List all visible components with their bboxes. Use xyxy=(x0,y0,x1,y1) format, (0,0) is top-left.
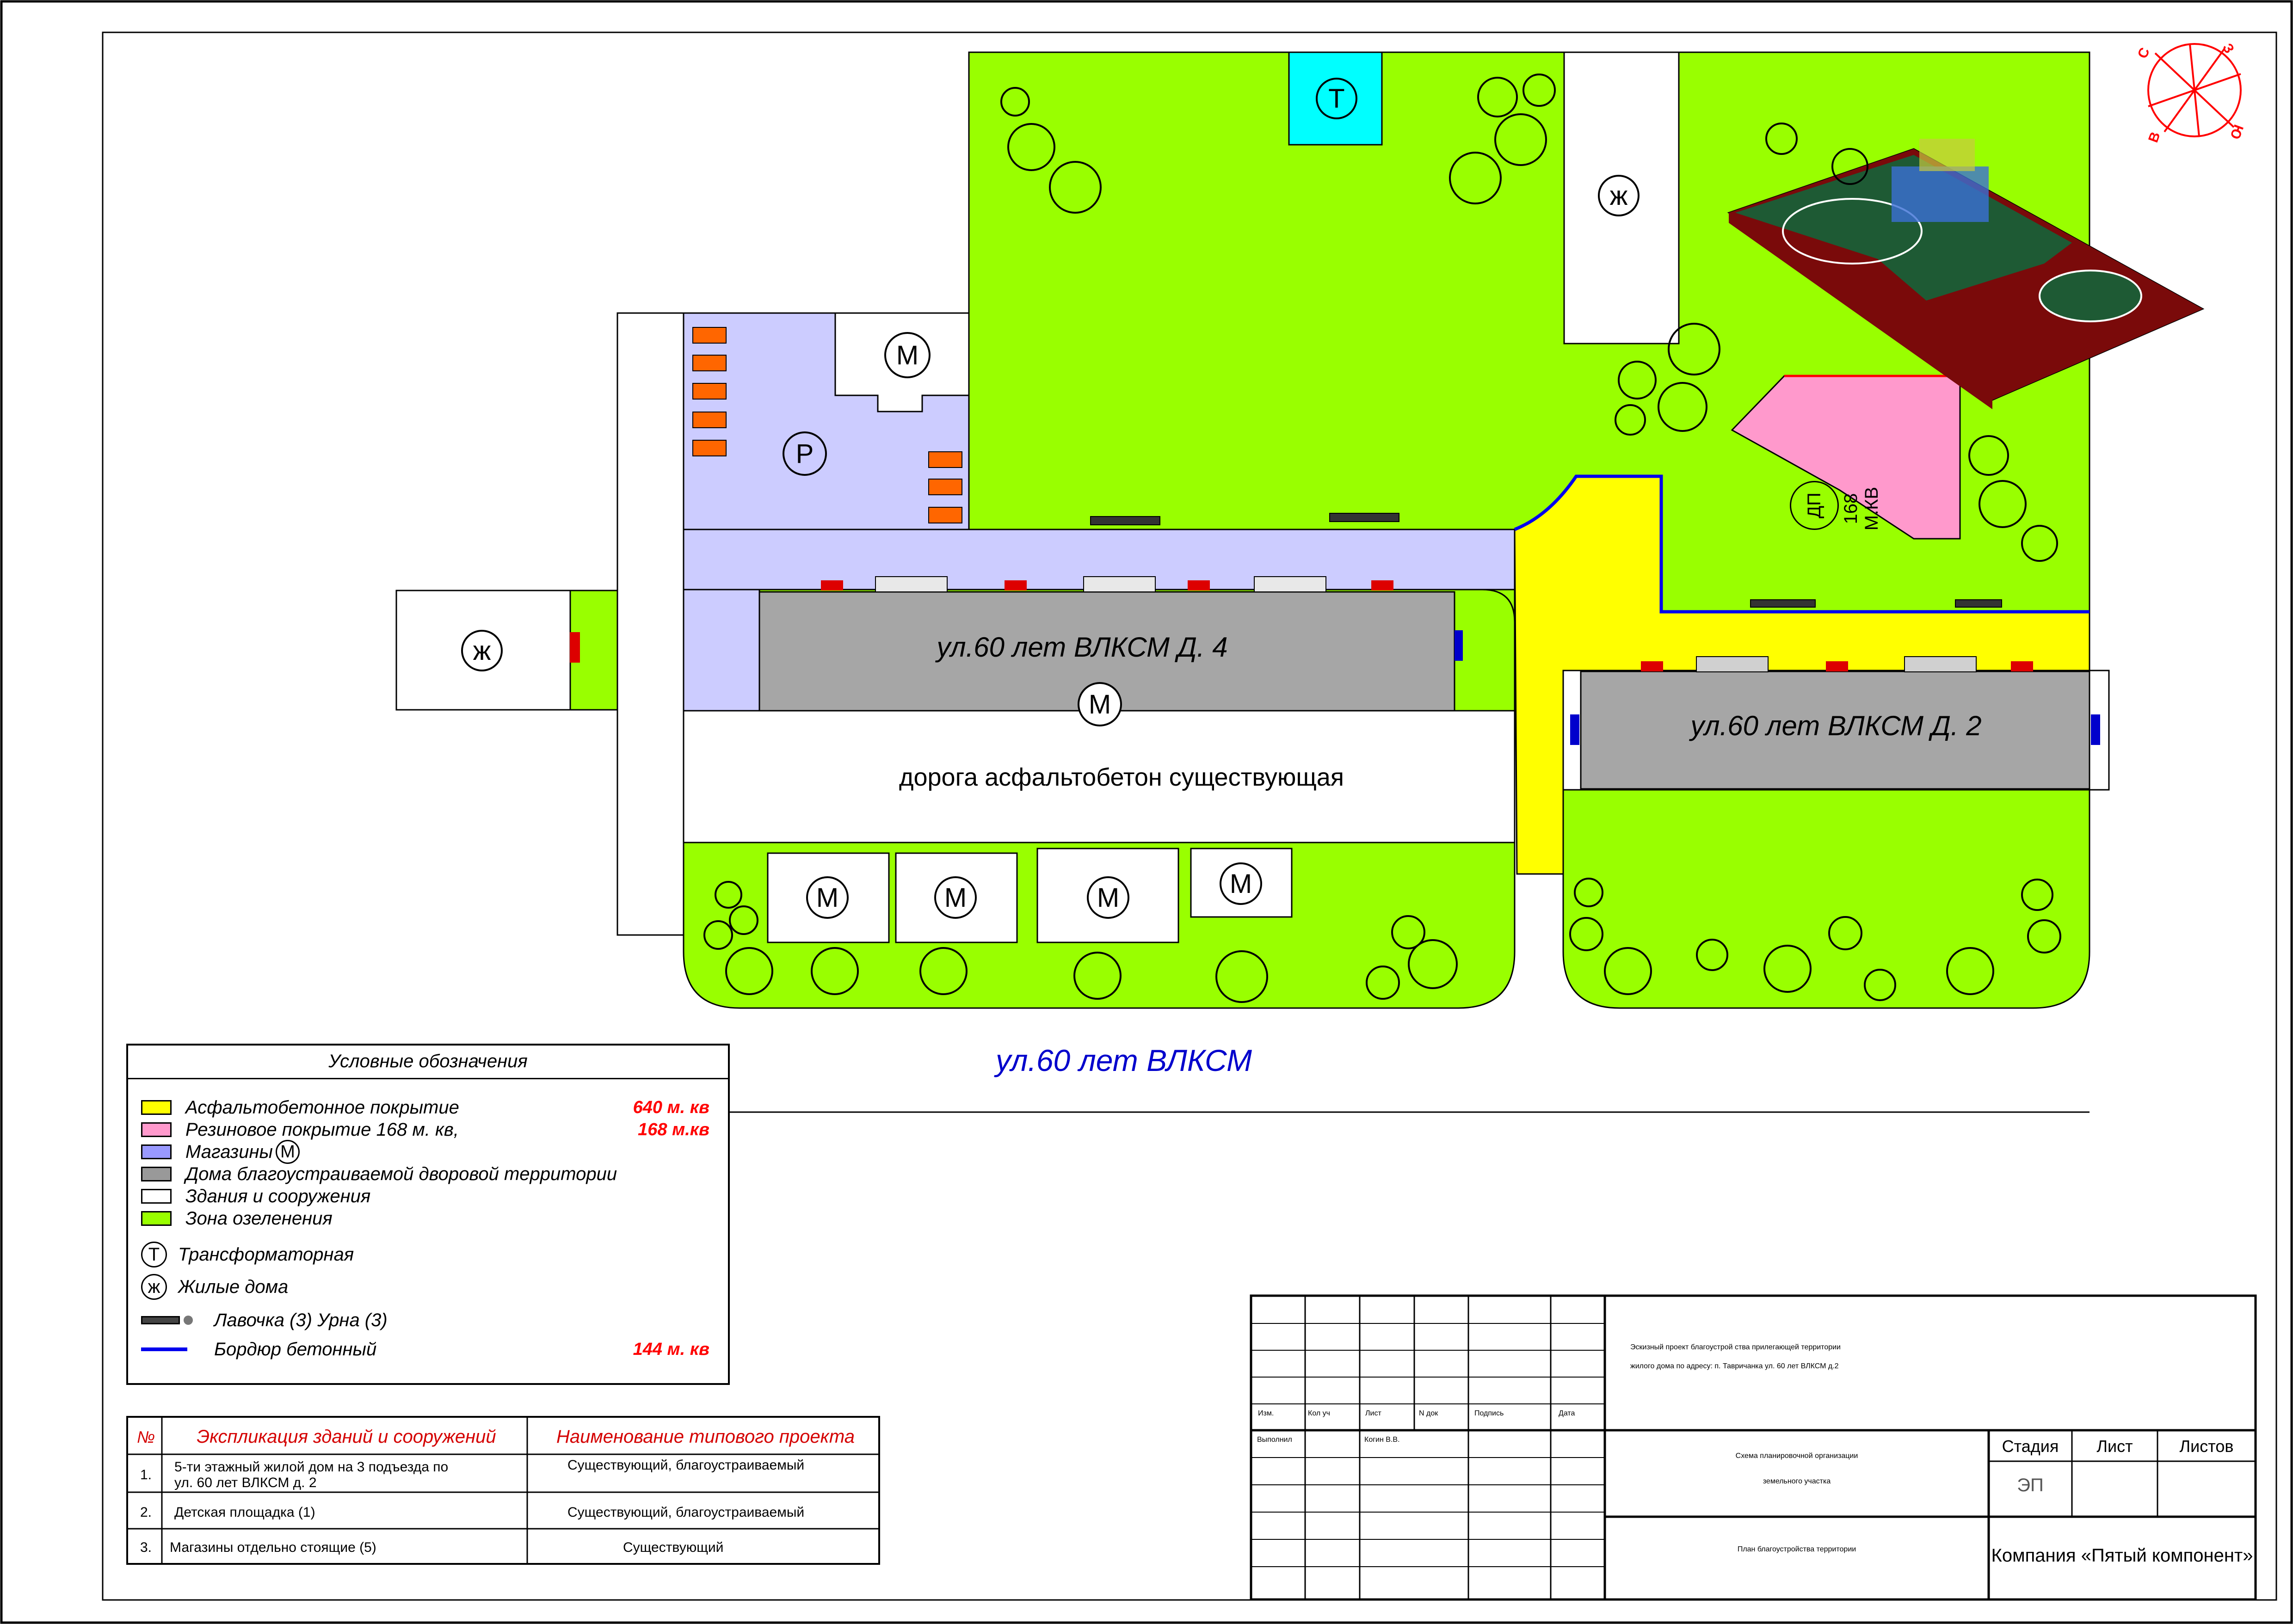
legend-item-label: Дома благоустраиваемой дворовой территории xyxy=(185,1163,617,1184)
tb-sheets-label: Листов xyxy=(2179,1437,2234,1456)
explication-row-num: 1. xyxy=(140,1467,152,1483)
parking-marker: Р xyxy=(783,431,827,476)
house2-entrance-east xyxy=(2091,714,2100,745)
road-label: дорога асфальтобетон существующая xyxy=(899,763,1344,791)
tb-project-title-1: Эскизный проект благоустрой ства прилегающей территории xyxy=(1630,1343,1841,1351)
urn-symbol xyxy=(184,1316,193,1325)
shop-marker-south-3: М xyxy=(1087,876,1129,919)
porch xyxy=(1696,657,1768,672)
legend-item-label: Резиновое покрытие 168 м. кв, xyxy=(185,1119,459,1140)
entrance-marker xyxy=(1826,661,1848,671)
playground-area-label xyxy=(1794,462,1915,536)
legend-transformer-label: Трансформаторная xyxy=(178,1244,354,1265)
legend-item-label: Магазины xyxy=(185,1141,273,1162)
explication-row-num: 2. xyxy=(140,1504,152,1520)
driveway-west xyxy=(617,313,684,935)
entrance-marker xyxy=(1371,580,1393,591)
entrance-marker xyxy=(1188,580,1210,591)
explication-row-line: ул. 60 лет ВЛКСМ д. 2 xyxy=(174,1475,317,1490)
legend-item-shops xyxy=(141,1142,300,1162)
bench-symbol xyxy=(141,1316,180,1324)
playground-area: 168 М.КВ xyxy=(1841,486,1882,531)
transformer-marker: Т xyxy=(1316,78,1357,119)
tb-plan-title: План благоустройства территории xyxy=(1737,1545,1856,1553)
tb-author: Когин В.В. xyxy=(1364,1436,1400,1444)
legend-item-label: Зона озеленения xyxy=(185,1208,333,1229)
street-label: ул.60 лет ВЛКСМ xyxy=(996,1043,1252,1077)
explication-row-name: Детская площадка (1) xyxy=(174,1504,315,1520)
tb-stage-value: ЭП xyxy=(2017,1475,2044,1495)
compass-north: С xyxy=(2134,45,2153,61)
legend-residential-label: Жилые дома xyxy=(178,1276,289,1297)
shop-marker-south-1: М xyxy=(806,876,849,919)
tb-col-sheet: Лист xyxy=(1365,1409,1381,1417)
tb-performed-label: Выполнил xyxy=(1257,1436,1292,1444)
tb-sheet-label: Лист xyxy=(2096,1437,2133,1456)
legend-item-houses xyxy=(141,1164,617,1184)
legend-divider xyxy=(128,1078,728,1079)
tb-project-title-2: жилого дома по адресу: п. Тавричанка ул. 60 лет ВЛКСМ д.2 xyxy=(1630,1362,1839,1370)
porch xyxy=(875,577,947,592)
shop-marker-south-4: М xyxy=(1220,862,1262,905)
porch xyxy=(1254,577,1326,592)
legend-curb-area: 144 м. кв xyxy=(633,1339,709,1359)
explication-row-name xyxy=(174,1456,526,1494)
shop-marker-north: М xyxy=(884,332,931,378)
tb-col-change: Изм. xyxy=(1258,1409,1274,1417)
tb-stage-label: Стадия xyxy=(2002,1437,2059,1456)
swatch-rubber xyxy=(141,1122,172,1137)
swatch-asphalt xyxy=(141,1100,172,1115)
legend-item-curb xyxy=(141,1339,717,1359)
house4-label: ул.60 лет ВЛКСМ Д. 4 xyxy=(937,632,1228,663)
tb-col-signature: Подпись xyxy=(1474,1409,1504,1417)
legend-item-residential xyxy=(141,1277,288,1297)
legend-item-area: 640 м. кв xyxy=(633,1097,709,1117)
tb-company: Компания «Пятый компонент» xyxy=(1991,1545,2253,1566)
transformer-symbol: Т xyxy=(141,1242,167,1267)
explication-row-project: Существующий xyxy=(623,1540,724,1555)
house4-entrance-east xyxy=(1455,630,1463,661)
entrance-marker xyxy=(1005,580,1027,591)
porch xyxy=(1084,577,1155,592)
compass-rose xyxy=(2148,44,2241,136)
explication-row-line: 5-ти этажный жилой дом на 3 подъезда по xyxy=(174,1459,449,1475)
tb-scheme-title-1: Схема планировочной организации xyxy=(1735,1452,1858,1460)
legend-item-asphalt xyxy=(141,1097,717,1118)
tb-col-doc: N док xyxy=(1419,1409,1438,1417)
house2-label: ул.60 лет ВЛКСМ Д. 2 xyxy=(1690,710,1982,741)
legend-item-rubber xyxy=(141,1120,717,1140)
explication-row-project: Существующий, благоустраиваемый xyxy=(567,1458,805,1473)
legend-title: Условные обозначения xyxy=(328,1051,528,1071)
shop-marker-south-2: М xyxy=(934,876,977,919)
explication-table xyxy=(126,1416,880,1565)
residential-symbol: ж xyxy=(141,1274,167,1300)
legend-item-label: Здания и сооружения xyxy=(185,1186,371,1206)
explication-header-num: № xyxy=(137,1427,155,1446)
legend-item-transformer xyxy=(141,1244,354,1265)
swatch-shops xyxy=(141,1144,172,1159)
tb-col-count: Кол уч xyxy=(1308,1409,1330,1417)
legend-item-buildings xyxy=(141,1186,370,1206)
curb-symbol xyxy=(141,1347,187,1351)
residential-marker-west: ж xyxy=(461,630,503,671)
compass-east: В xyxy=(2145,130,2164,145)
entrance-marker xyxy=(570,632,580,663)
house4-sidewalk xyxy=(684,590,759,711)
explication-header-project: Наименование типового проекта xyxy=(556,1427,855,1447)
tb-scheme-title-2: земельного участка xyxy=(1763,1477,1831,1485)
porch xyxy=(1905,657,1976,672)
entrance-marker xyxy=(1641,661,1663,671)
swatch-green xyxy=(141,1211,172,1226)
entrance-marker xyxy=(821,580,843,591)
house2-entrance-west xyxy=(1570,714,1579,745)
legend-benches-label: Лавочка (3) Урна (3) xyxy=(214,1310,388,1330)
legend-curb-label: Бордюр бетонный xyxy=(214,1339,377,1359)
legend-item-green xyxy=(141,1208,333,1229)
compass-south: Ю xyxy=(2227,122,2246,141)
explication-row-name: Магазины отдельно стоящие (5) xyxy=(170,1540,376,1555)
swatch-buildings xyxy=(141,1189,172,1204)
legend-item-area: 168 м.кв xyxy=(638,1120,709,1139)
explication-row-num: 3. xyxy=(140,1540,152,1555)
explication-header-name: Экспликация зданий и сооружений xyxy=(197,1427,496,1447)
playground-code: ДП xyxy=(1790,481,1839,530)
residential-marker-north: ж xyxy=(1598,175,1640,216)
explication-row-project: Существующий, благоустраиваемый xyxy=(567,1504,805,1520)
legend-item-label: Асфальтобетонное покрытие xyxy=(185,1097,459,1118)
swatch-houses xyxy=(141,1167,172,1181)
shop-marker-house4: М xyxy=(1078,682,1122,726)
legend-item-benches xyxy=(141,1310,388,1330)
shop-symbol: М xyxy=(276,1140,300,1164)
compass-west: З xyxy=(2219,41,2237,56)
tb-col-date: Дата xyxy=(1559,1409,1575,1417)
entrance-marker xyxy=(2011,661,2033,671)
legend-panel xyxy=(126,1044,730,1385)
